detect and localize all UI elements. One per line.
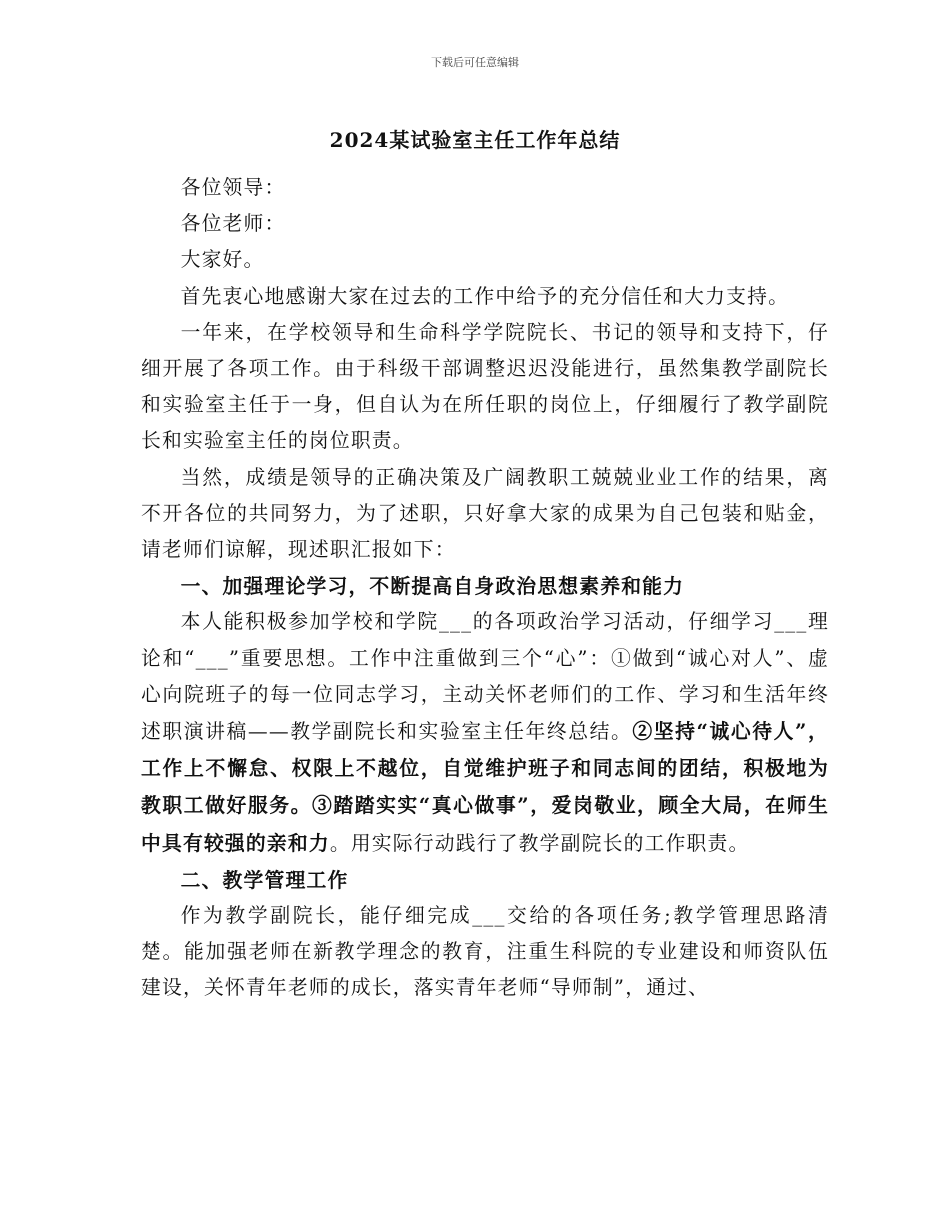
salutation-greeting: 大家好。 [180, 248, 265, 272]
paragraph-year-review: 一年来，在学校领导和生命科学学院院长、书记的领导和支持下，仔细开展了各项工作。由于科级干部调整迟迟没能进行，虽然集教学副院长和实验室主任于一身，但自认为在所任职的岗位上，仔细履行了教学副院长和实验室主任的岗位职责。 [141, 320, 829, 453]
salutation-teachers: 各位老师： [180, 212, 286, 236]
paragraph-thanks: 首先衷心地感谢大家在过去的工作中给予的充分信任和大力支持。 [180, 284, 790, 308]
document-title: 2024某试验室主任工作年总结 [329, 128, 621, 152]
header-note: 下载后可任意编辑 [431, 56, 519, 69]
paragraph-theory-study [141, 604, 829, 861]
paragraph-acknowledgement: 当然，成绩是领导的正确决策及广阔教职工兢兢业业工作的结果，离不开各位的共同努力，为了述职，只好拿大家的成果为自己包装和贴金，请老师们谅解，现述职汇报如下： [141, 465, 829, 562]
paragraph-theory-study-text: 本人能积极参加学校和学院___的各项政治学习活动，仔细学习___理论和“___”重要思想。工作中注重做到三个“心”：①做到“诚心对人”、虚心向院班子的每一位同志学习，主动关怀老师们的工作、学习和生活年终述职演讲稿——教学副院长和实验室主任年终总结。 [141, 610, 829, 744]
paragraph-theory-study-bold: ②坚持“诚心待人”，工作上不懈怠、权限上不越位，自觉维护班子和同志间的团结，积极地为教职工做好服务。③踏踏实实“真心做事”，爱岗敬业，顾全大局，在师生中具有较强的亲和力 [141, 719, 829, 855]
document-body [141, 170, 829, 1007]
paragraph-theory-study-tail: 。用实际行动践行了教学副院长的工作职责。 [329, 831, 750, 855]
section-heading-theory-study: 一、加强理论学习，不断提高自身政治思想素养和能力 [180, 574, 685, 599]
salutation-leaders: 各位领导： [180, 176, 286, 199]
section-heading-teaching-management: 二、教学管理工作 [180, 867, 349, 892]
paragraph-teaching-management: 作为教学副院长，能仔细完成___交给的各项任务;教学管理思路清楚。能加强老师在新教学理念的教育，注重生科院的专业建设和师资队伍建设，关怀青年老师的成长，落实青年老师“导师制”，通过、 [141, 904, 829, 1000]
